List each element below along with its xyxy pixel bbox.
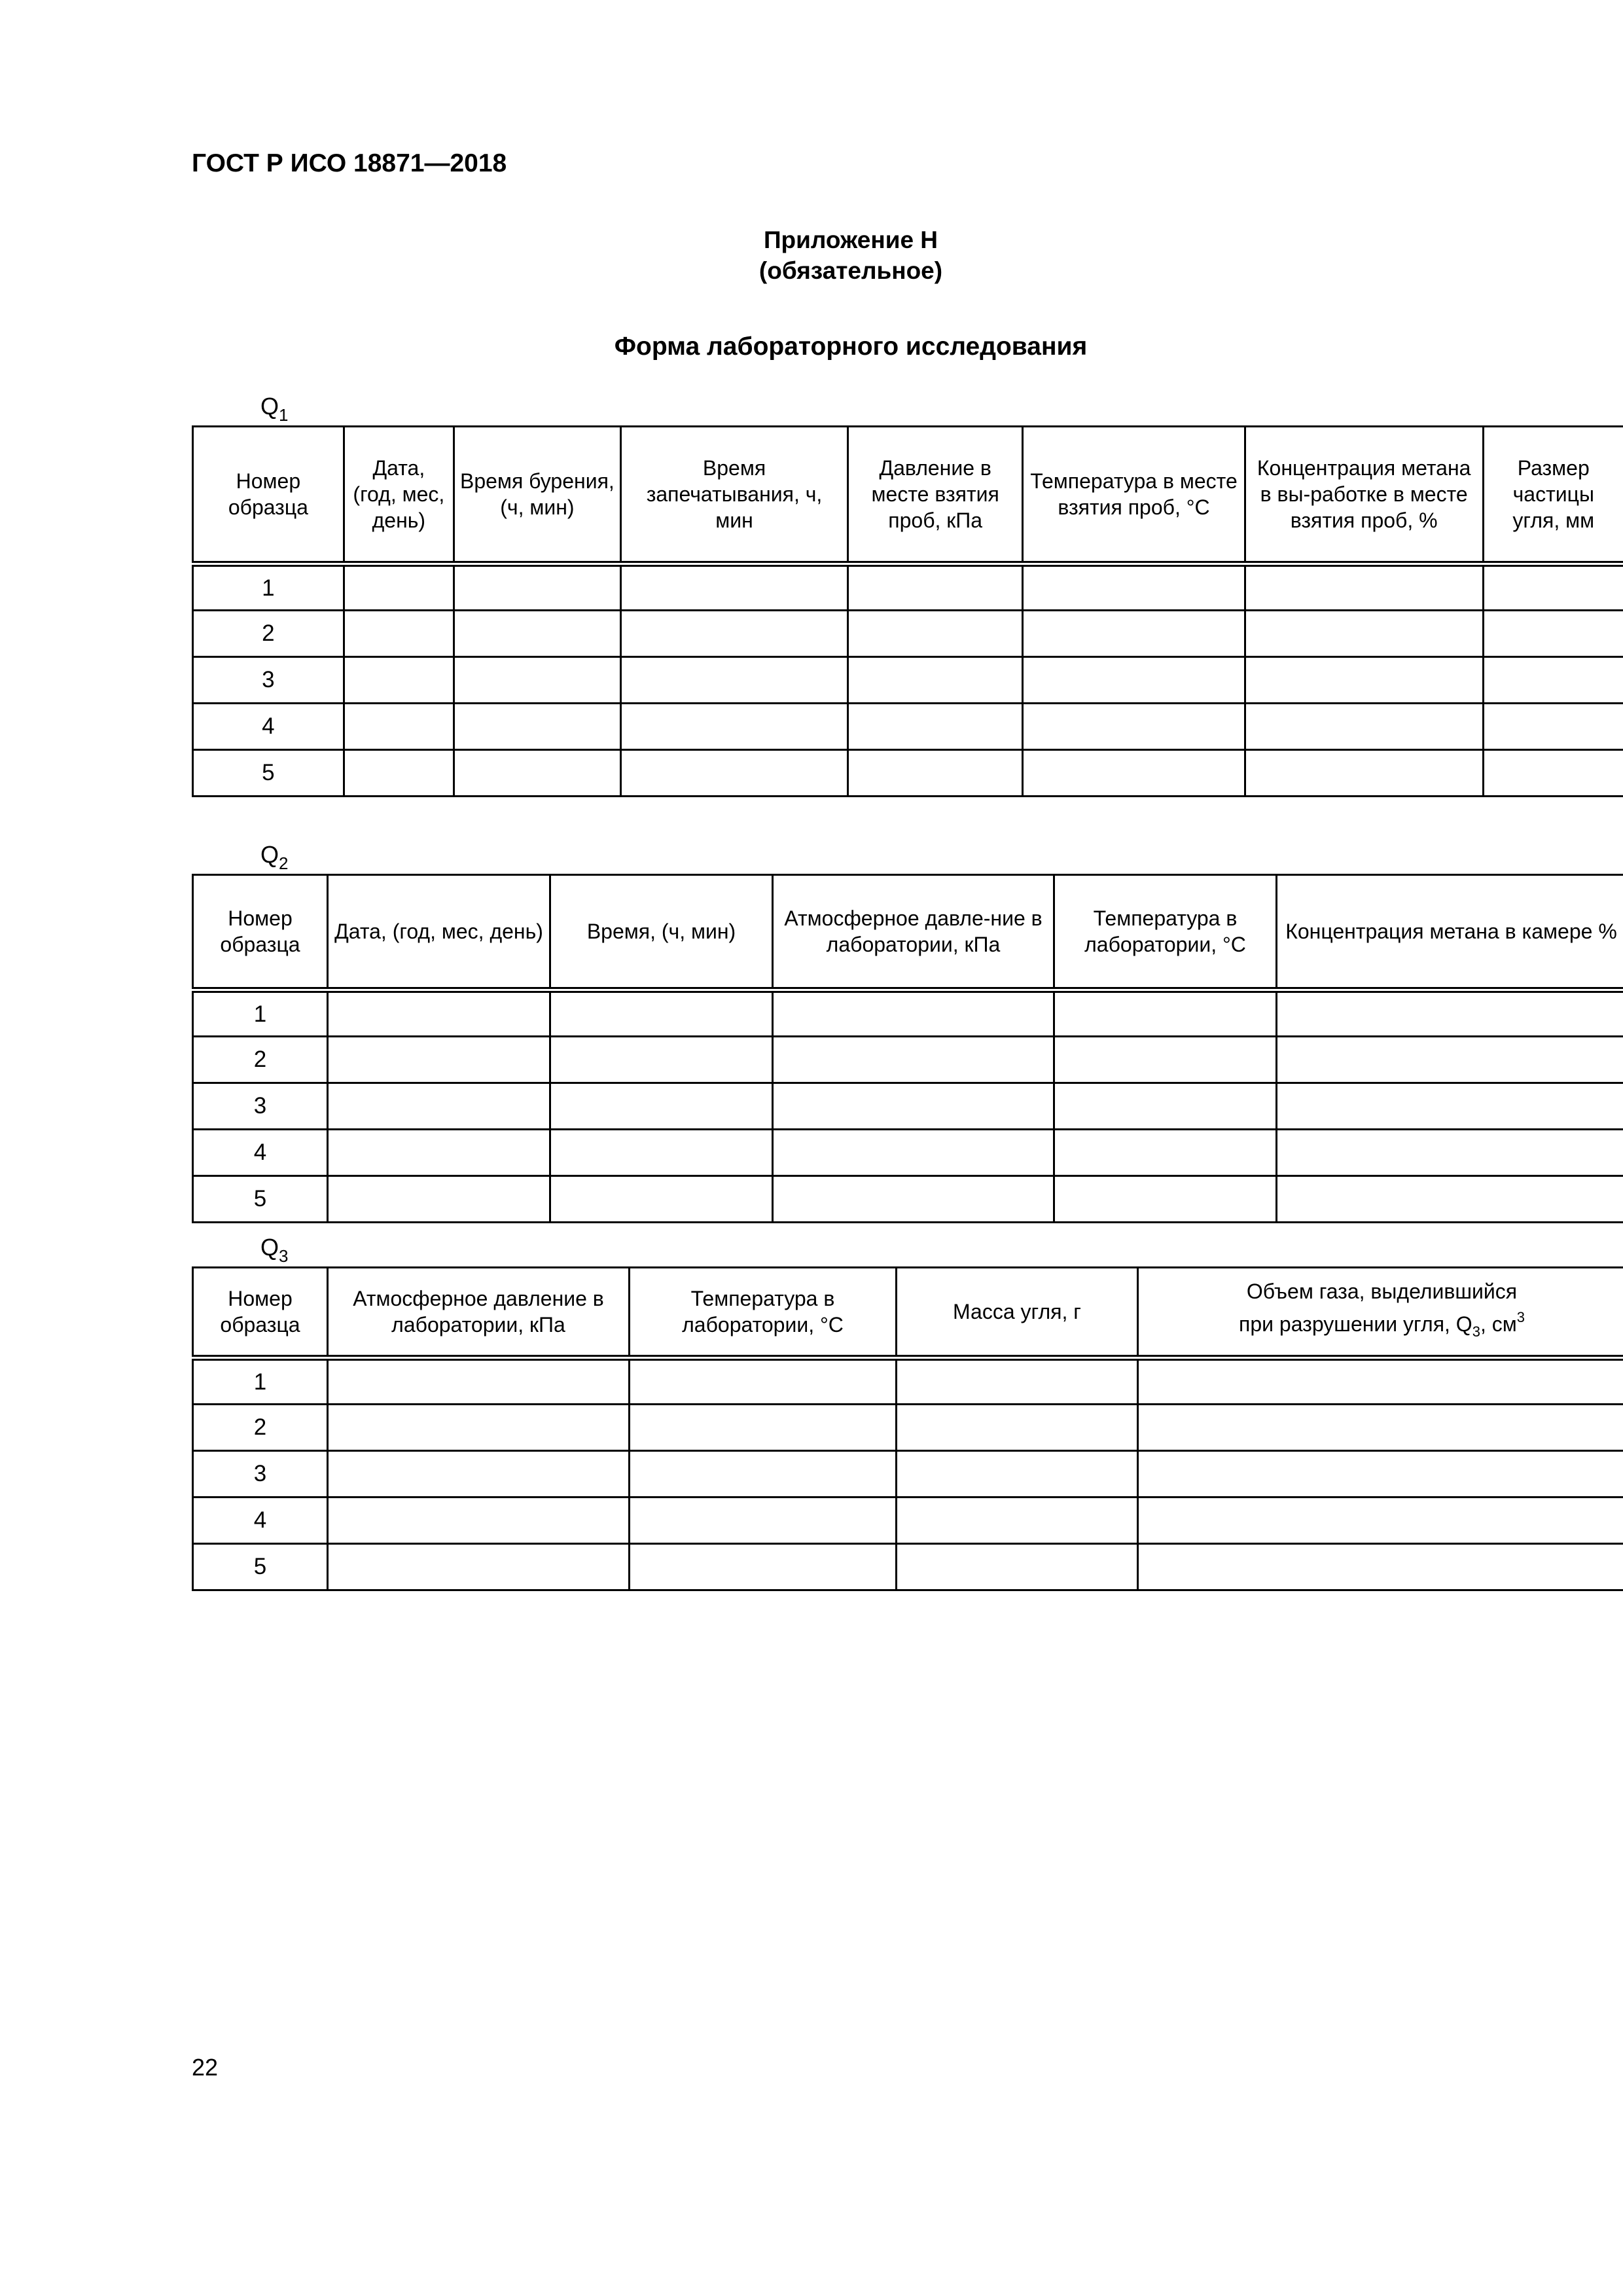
q2-col-pressure: Атмосферное давле-ние в лаборатории, кПа [773, 875, 1054, 990]
table-cell[interactable] [1245, 564, 1483, 611]
table-cell[interactable] [620, 611, 847, 657]
table-cell[interactable] [773, 1083, 1054, 1130]
q1-col-temperature: Температура в месте взятия проб, °С [1023, 427, 1245, 564]
table-cell[interactable] [1277, 990, 1623, 1037]
row-number: 1 [193, 990, 328, 1037]
table-cell[interactable] [1277, 1037, 1623, 1083]
table-cell[interactable] [1138, 1498, 1623, 1544]
table-cell[interactable] [344, 657, 454, 704]
table-cell[interactable] [328, 1083, 550, 1130]
row-number: 3 [193, 1451, 328, 1498]
table-cell[interactable] [1138, 1544, 1623, 1590]
table-cell[interactable] [550, 1083, 773, 1130]
table-cell[interactable] [1138, 1451, 1623, 1498]
table-cell[interactable] [897, 1544, 1138, 1590]
table-row [193, 1176, 1623, 1223]
q1-header-row [193, 427, 1623, 564]
table-cell[interactable] [1023, 657, 1245, 704]
table-cell[interactable] [1023, 611, 1245, 657]
q3-col-temperature: Температура в лаборатории, °С [630, 1268, 897, 1358]
table-cell[interactable] [328, 1544, 630, 1590]
table-cell[interactable] [328, 1037, 550, 1083]
q3-table [192, 1266, 1623, 1591]
table-cell[interactable] [620, 564, 847, 611]
table-cell[interactable] [1054, 1037, 1277, 1083]
table-cell[interactable] [897, 1405, 1138, 1451]
appendix-kind: (обязательное) [758, 257, 943, 284]
row-number: 4 [193, 1130, 328, 1176]
table-cell[interactable] [454, 564, 620, 611]
row-number: 1 [193, 1358, 328, 1405]
q1-col-sample: Номер образца [193, 427, 344, 564]
row-number: 2 [193, 611, 344, 657]
table-cell[interactable] [773, 1037, 1054, 1083]
table-row [193, 1405, 1623, 1451]
q1-col-particle-size: Размер частицы угля, мм [1483, 427, 1623, 564]
row-number: 5 [193, 750, 344, 797]
table-row [193, 1451, 1623, 1498]
table-row [193, 990, 1623, 1037]
table-cell[interactable] [328, 1405, 630, 1451]
table-cell[interactable] [848, 564, 1023, 611]
table-row [193, 1498, 1623, 1544]
table-row [193, 657, 1623, 704]
q1-col-pressure: Давление в месте взятия проб, кПа [848, 427, 1023, 564]
table-cell[interactable] [630, 1498, 897, 1544]
table-cell[interactable] [1483, 750, 1623, 797]
row-number: 4 [193, 704, 344, 750]
table-cell[interactable] [454, 611, 620, 657]
table-cell[interactable] [328, 1130, 550, 1176]
table-row [193, 1130, 1623, 1176]
q2-table [192, 874, 1623, 1223]
gas-volume-line2: при разрушении угля, $Q_3$, $см^3$ [1239, 1309, 1525, 1340]
table-cell[interactable] [328, 1498, 630, 1544]
table-cell[interactable] [1245, 750, 1483, 797]
table-cell[interactable] [328, 1176, 550, 1223]
q2-col-time: Время, (ч, мин) [550, 875, 773, 990]
table-cell[interactable] [344, 750, 454, 797]
row-number: 1 [193, 564, 344, 611]
q3-header-row [193, 1268, 1623, 1358]
table-cell[interactable] [328, 1451, 630, 1498]
table-cell[interactable] [1023, 750, 1245, 797]
q1-label: $Q_1$ [260, 393, 289, 425]
table-cell[interactable] [454, 704, 620, 750]
page-number: 22 [192, 2054, 219, 2081]
table-cell[interactable] [1277, 1176, 1623, 1223]
table-cell[interactable] [630, 1544, 897, 1590]
table-cell[interactable] [1023, 564, 1245, 611]
table-cell[interactable] [620, 750, 847, 797]
table-row [193, 1083, 1623, 1130]
table-cell[interactable] [630, 1405, 897, 1451]
table-cell[interactable] [1054, 1176, 1277, 1223]
table-row [193, 1544, 1623, 1590]
table-cell[interactable] [1483, 657, 1623, 704]
table-row [193, 1358, 1623, 1405]
table-cell[interactable] [1277, 1083, 1623, 1130]
table-cell[interactable] [1054, 1083, 1277, 1130]
q2-label: $Q_2$ [260, 841, 289, 873]
table-cell[interactable] [848, 704, 1023, 750]
q1-col-drill-time: Время бурения, (ч, мин) [454, 427, 620, 564]
table-row [193, 564, 1623, 611]
gas-volume-line1: Объем газа, выделившийся [1246, 1280, 1518, 1303]
table-cell[interactable] [1483, 564, 1623, 611]
row-number: 3 [193, 1083, 328, 1130]
q3-col-coal-mass: Масса угля, г [897, 1268, 1138, 1358]
table-cell[interactable] [550, 1037, 773, 1083]
table-cell[interactable] [1483, 704, 1623, 750]
q1-col-methane: Концентрация метана в вы-работке в месте взятия проб, % [1245, 427, 1483, 564]
table-cell[interactable] [1023, 704, 1245, 750]
table-cell[interactable] [897, 1358, 1138, 1405]
table-cell[interactable] [1138, 1358, 1623, 1405]
row-number: 5 [193, 1544, 328, 1590]
q2-col-temperature: Температура в лаборатории, °С [1054, 875, 1277, 990]
q2-col-methane: Концентрация метана в камере % [1277, 875, 1623, 990]
table-row [193, 1037, 1623, 1083]
table-cell[interactable] [773, 1130, 1054, 1176]
table-cell[interactable] [773, 990, 1054, 1037]
row-number: 5 [193, 1176, 328, 1223]
table-cell[interactable] [454, 750, 620, 797]
table-cell[interactable] [620, 657, 847, 704]
table-cell[interactable] [1138, 1405, 1623, 1451]
table-cell[interactable] [550, 1130, 773, 1176]
row-number: 2 [193, 1405, 328, 1451]
q3-label: $Q_3$ [260, 1234, 289, 1266]
document-id: ГОСТ Р ИСО 18871—2018 [192, 149, 507, 177]
row-number: 3 [193, 657, 344, 704]
table-cell[interactable] [328, 1358, 630, 1405]
row-number: 4 [193, 1498, 328, 1544]
table-cell[interactable] [550, 1176, 773, 1223]
table-cell[interactable] [344, 564, 454, 611]
table-cell[interactable] [848, 750, 1023, 797]
q2-header-row [193, 875, 1623, 990]
table-cell[interactable] [1054, 990, 1277, 1037]
table-cell[interactable] [344, 611, 454, 657]
q2-col-date: Дата, (год, мес, день) [328, 875, 550, 990]
appendix-title: Приложение Н [763, 226, 938, 253]
table-cell[interactable] [1054, 1130, 1277, 1176]
table-cell[interactable] [897, 1498, 1138, 1544]
table-cell[interactable] [1483, 611, 1623, 657]
table-cell[interactable] [1277, 1130, 1623, 1176]
q2-col-sample: Номер образца [193, 875, 328, 990]
table-cell[interactable] [344, 704, 454, 750]
table-cell[interactable] [848, 657, 1023, 704]
table-cell[interactable] [630, 1358, 897, 1405]
table-cell[interactable] [773, 1176, 1054, 1223]
table-cell[interactable] [1245, 704, 1483, 750]
table-row [193, 611, 1623, 657]
q1-col-seal-time: Время запечатывания, ч, мин [620, 427, 847, 564]
table-cell[interactable] [328, 990, 550, 1037]
q3-col-pressure: Атмосферное давление в лаборатории, кПа [328, 1268, 630, 1358]
q3-col-gas-volume [1138, 1268, 1623, 1358]
row-number: 2 [193, 1037, 328, 1083]
table-cell[interactable] [454, 657, 620, 704]
table-row [193, 750, 1623, 797]
table-cell[interactable] [550, 990, 773, 1037]
form-title: Форма лабораторного исследования [614, 332, 1088, 361]
q1-table [192, 425, 1623, 797]
table-cell[interactable] [848, 611, 1023, 657]
table-cell[interactable] [1245, 657, 1483, 704]
q1-col-date: Дата, (год, мес, день) [344, 427, 454, 564]
table-cell[interactable] [620, 704, 847, 750]
table-cell[interactable] [1245, 611, 1483, 657]
q3-col-sample: Номер образца [193, 1268, 328, 1358]
table-cell[interactable] [630, 1451, 897, 1498]
table-cell[interactable] [897, 1451, 1138, 1498]
table-row [193, 704, 1623, 750]
